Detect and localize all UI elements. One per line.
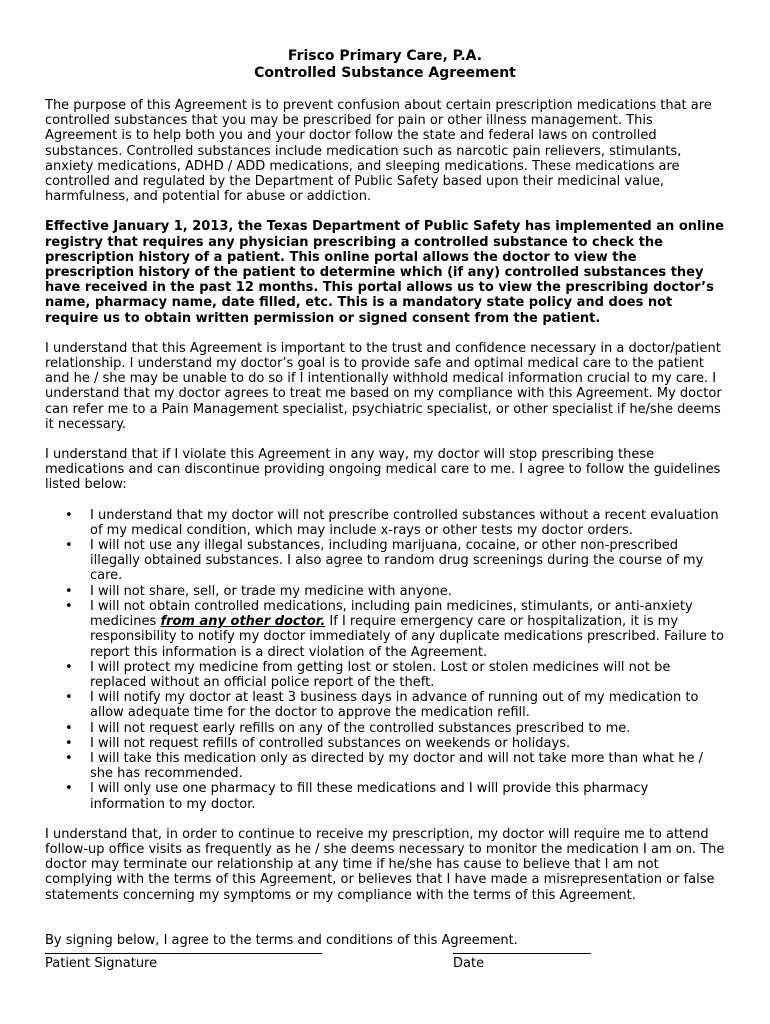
- patient-signature-label: Patient Signature: [45, 956, 158, 971]
- list-item: [45, 751, 725, 781]
- guideline-text: I will take this medication only as directed by my doctor and will not take more than what he / she has recommended.: [90, 750, 704, 782]
- registry-notice-paragraph: Effective January 1, 2013, the Texas Department of Public Safety has implemented an online registry that requires any physician prescribing a controlled substance to check the prescription history of a patient. This online portal allows the doctor to view the prescription history of the patient to determine which (if any) controlled substances they have received in the past 12 months. This portal allows us to view the prescribing doctor’s name, pharmacy name, date filled, etc. This is a mandatory state policy and does not require us to obtain written permission or signed consent from the patient.: [45, 219, 724, 326]
- guideline-text: I will not use any illegal substances, including marijuana, cocaine, or other non-prescribed illegally obtained substances. I also agree to random drug screenings during the course of my care.: [90, 538, 704, 584]
- bullet-icon: •: [65, 750, 73, 766]
- document-page: [45, 48, 725, 948]
- bullet-icon: •: [65, 720, 73, 736]
- guideline-text: I will not request early refills on any of the controlled substances prescribed to me.: [90, 720, 631, 736]
- list-item: [45, 721, 725, 736]
- guideline-text: I will protect my medicine from getting lost or stolen. Lost or stolen medicines will not be replaced without an official police report of the theft.: [90, 659, 671, 690]
- bullet-icon: •: [65, 690, 73, 706]
- understanding-paragraph: I understand that this Agreement is important to the trust and confidence necessary in a doctor/patient relationship. I understand my doctor’s goal is to provide safe and optimal medical care to the patient and he / she may be unable to do so if I intentionally withhold medical information crucial to my care. I understand that my doctor agrees to treat me based on my compliance with this Agreement. My doctor can refer me to a Pain Management specialist, psychiatric specialist, or other specialist if he/she deems it necessary.: [45, 340, 722, 432]
- list-item: [45, 538, 725, 584]
- bullet-icon: •: [65, 507, 73, 523]
- guideline-text: I understand that my doctor will not prescribe controlled substances without a recent evaluation of my medical condition, which may include x-rays or other tests my doctor orders.: [90, 507, 719, 538]
- signing-statement: By signing below, I agree to the terms and conditions of this Agreement.: [45, 932, 518, 948]
- guidelines-list: [45, 508, 725, 812]
- violation-paragraph: I understand that if I violate this Agreement in any way, my doctor will stop prescribing these medications and can discontinue providing ongoing medical care to me. I agree to follow the guidelines listed below:: [45, 447, 721, 493]
- date-line[interactable]: [453, 953, 591, 971]
- list-item: [45, 584, 725, 599]
- list-item: [45, 508, 725, 538]
- bullet-icon: •: [65, 583, 73, 599]
- list-item: [45, 781, 725, 811]
- signature-row: [45, 953, 725, 977]
- list-item: [45, 690, 725, 720]
- guideline-text: I will not obtain controlled medications, including pain medicines, stimulants, or anti-anxiety medicines: [90, 598, 693, 630]
- followup-paragraph: I understand that, in order to continue to receive my prescription, my doctor will require me to attend follow-up office visits as frequently as he / she deems necessary to monitor the medication I am on. The doctor may terminate our relationship at any time if he/she has cause to believe that I am not complying with the terms of this Agreement, or believes that I have made a misrepresentation or false statements concerning my symptoms or my compliance with the terms of this Agreement.: [45, 826, 725, 903]
- bullet-icon: •: [65, 538, 73, 554]
- bullet-icon: •: [65, 598, 73, 614]
- list-item: [45, 736, 725, 751]
- bullet-icon: •: [65, 735, 73, 751]
- bullet-icon: •: [65, 659, 73, 675]
- guideline-text: I will not share, sell, or trade my medicine with anyone.: [90, 583, 452, 599]
- bullet-icon: •: [65, 781, 73, 797]
- list-item: [45, 660, 725, 690]
- patient-signature-line[interactable]: [45, 953, 322, 971]
- guideline-text: I will only use one pharmacy to fill these medications and I will provide this pharmacy information to my doctor.: [90, 781, 649, 812]
- date-label: Date: [453, 956, 485, 971]
- list-item: [45, 599, 725, 660]
- guideline-text: I will not request refills of controlled substances on weekends or holidays.: [90, 735, 571, 751]
- guideline-text: If I require emergency care or hospitalization, it is my responsibility to notify my doctor immediately of any duplicate medications prescribed. Failure to report this information is a direct violation of the Agreement.: [90, 614, 724, 660]
- guideline-text: I will notify my doctor at least 3 business days in advance of running out of my medication to allow adequate time for the doctor to approve the medication refill.: [90, 690, 699, 721]
- intro-paragraph: The purpose of this Agreement is to prevent confusion about certain prescription medications that are controlled substances that you may be prescribed for pain or other illness management. This Agreement is to help both you and your doctor follow the state and federal laws on controlled substances. Controlled substances include medication such as narcotic pain relievers, stimulants, anxiety medications, ADHD / ADD medications, and sleeping medications. These medications are controlled and regulated by the Department of Public Safety based upon their medicinal value, harmfulness, and potential for abuse or addiction.: [45, 98, 712, 205]
- emphasis-text: from any other doctor.: [160, 614, 326, 630]
- document-title: Controlled Substance Agreement: [254, 65, 516, 81]
- clinic-name: Frisco Primary Care, P.A.: [287, 48, 483, 64]
